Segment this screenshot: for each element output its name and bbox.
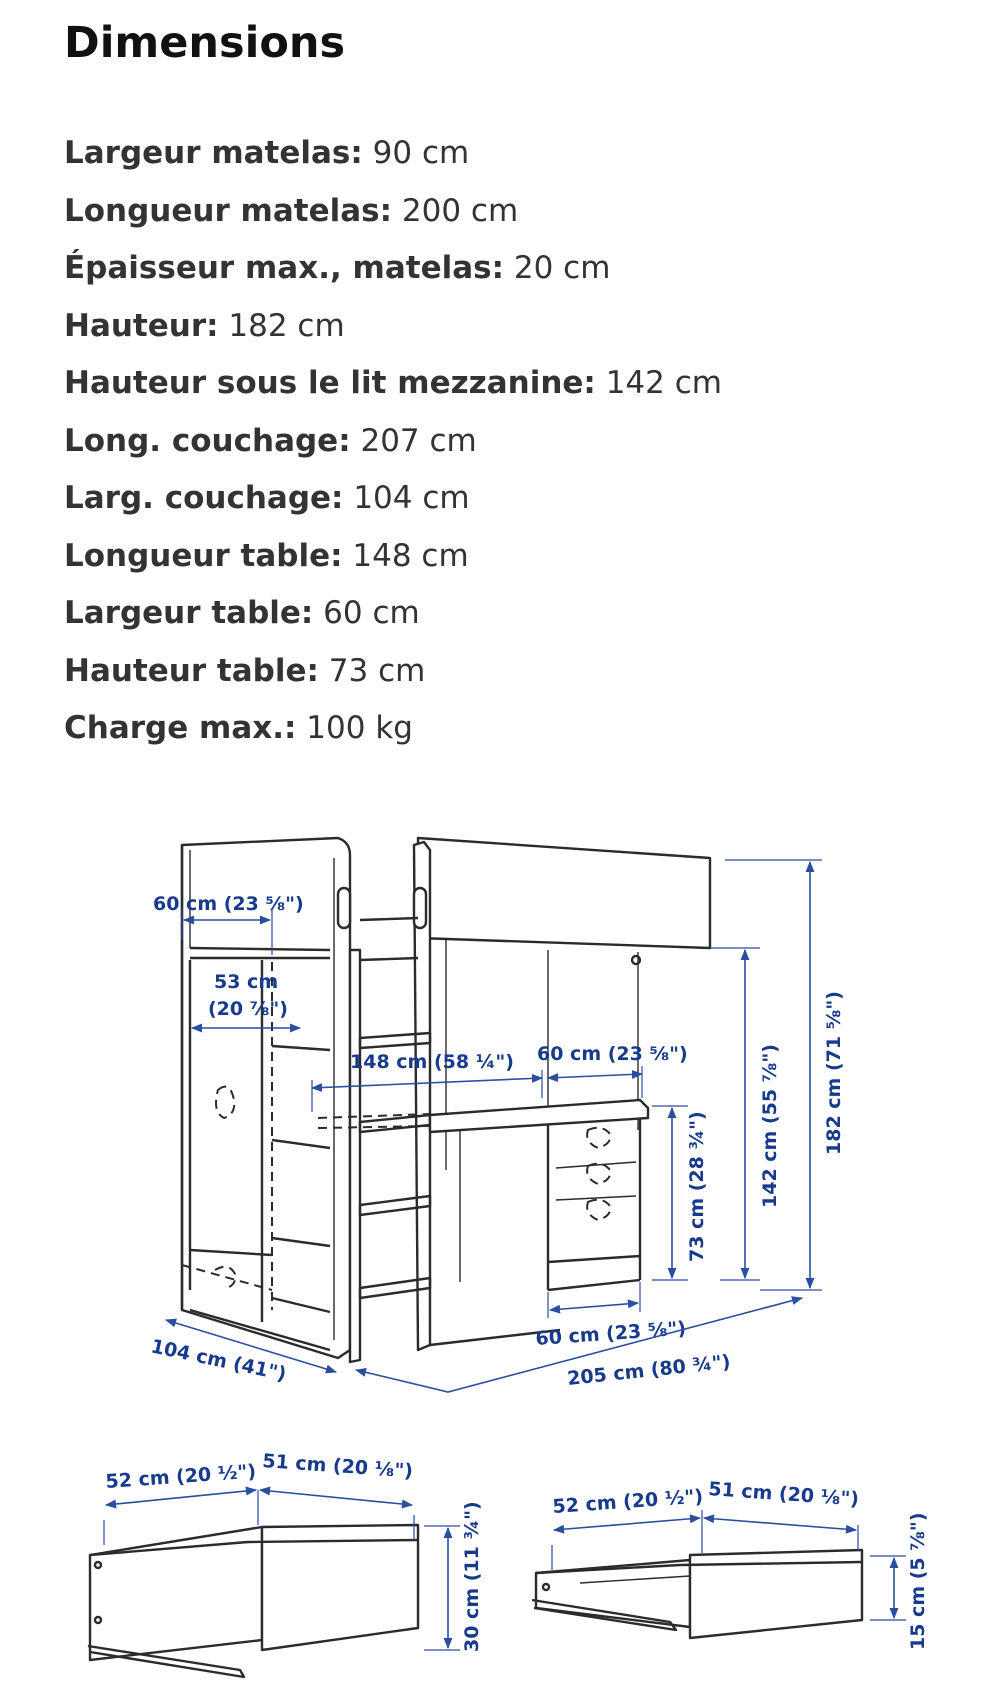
spec-value: 73 cm [328, 652, 426, 689]
desk-top [430, 1100, 648, 1132]
small-drawer-drawing [532, 1550, 862, 1638]
page-title: Dimensions [64, 18, 346, 68]
spec-value: 104 cm [353, 480, 470, 516]
dim-desk-height: 73 cm (28 ¾") [686, 1111, 708, 1262]
spec-value: 60 cm [323, 595, 420, 631]
large-drawer-drawing [88, 1525, 418, 1677]
dim-wardrobe-inner-width-line1: 53 cm [214, 971, 279, 993]
dim-total-width: 104 cm (41") [148, 1335, 289, 1386]
spec-value: 182 cm [228, 307, 345, 344]
spec-label: Long. couchage: [64, 422, 351, 459]
dim-total-length: 205 cm (80 ¾") [566, 1350, 732, 1390]
end-panel-left [182, 838, 350, 1358]
drawer-handles-hidden [587, 1128, 610, 1220]
drawer-unit [548, 1118, 640, 1290]
dim-small-drawer-width-a: 52 cm (20 ½") [551, 1485, 704, 1518]
dim-desk-length: 148 cm (58 ¼") [350, 1051, 514, 1073]
spec-label: Charge max.: [64, 710, 297, 746]
slot-handle [338, 888, 350, 928]
dim-desk-depth: 60 cm (23 ⅝") [537, 1043, 688, 1065]
spec-value: 207 cm [360, 422, 477, 459]
spec-value: 142 cm [605, 365, 722, 401]
dim-wardrobe-inner-width-line2: (20 ⅞") [208, 998, 288, 1020]
spec-value: 90 cm [372, 135, 470, 171]
spec-label: Largeur table: [64, 595, 314, 631]
drawer-front [262, 1525, 418, 1650]
spec-value: 100 kg [306, 710, 413, 746]
loft-bed-drawing [182, 838, 710, 1362]
dim-large-drawer-width-a: 52 cm (20 ½") [104, 1460, 257, 1493]
dim-drawer-unit-depth: 60 cm (23 ⅝") [534, 1317, 687, 1350]
dim-line-desk-depth [548, 1074, 642, 1078]
dim-total-height: 182 cm (71 ⅝") [823, 991, 845, 1155]
dim-small-drawer-height: 15 cm (5 ⅞") [907, 1512, 929, 1650]
dim-wardrobe-width: 60 cm (23 ⅝") [153, 893, 304, 915]
spec-label: Hauteur table: [64, 652, 319, 689]
spec-label: Largeur matelas: [64, 135, 363, 171]
dim-small-drawer-width-b: 51 cm (20 ⅛") [707, 1478, 860, 1511]
spec-label: Hauteur: [64, 307, 219, 344]
spec-value: 20 cm [513, 250, 611, 286]
dim-large-drawer-width-b: 51 cm (20 ⅛") [261, 1450, 414, 1483]
drawer-side [536, 1560, 690, 1627]
spec-label: Hauteur sous le lit mezzanine: [64, 365, 596, 401]
spec-value: 148 cm [352, 537, 469, 574]
spec-label: Longueur matelas: [64, 192, 393, 229]
spec-label: Épaisseur max., matelas: [64, 250, 505, 286]
spec-label: Larg. couchage: [64, 480, 344, 516]
dim-line-drawer-unit [550, 1303, 638, 1310]
back-guard-panel [418, 838, 710, 948]
spec-label: Longueur table: [64, 537, 343, 574]
spec-value: 200 cm [401, 192, 519, 229]
dim-large-drawer-height: 30 cm (11 ¾") [461, 1501, 483, 1652]
dim-height-under-bed: 142 cm (55 ⅞") [759, 1044, 781, 1208]
